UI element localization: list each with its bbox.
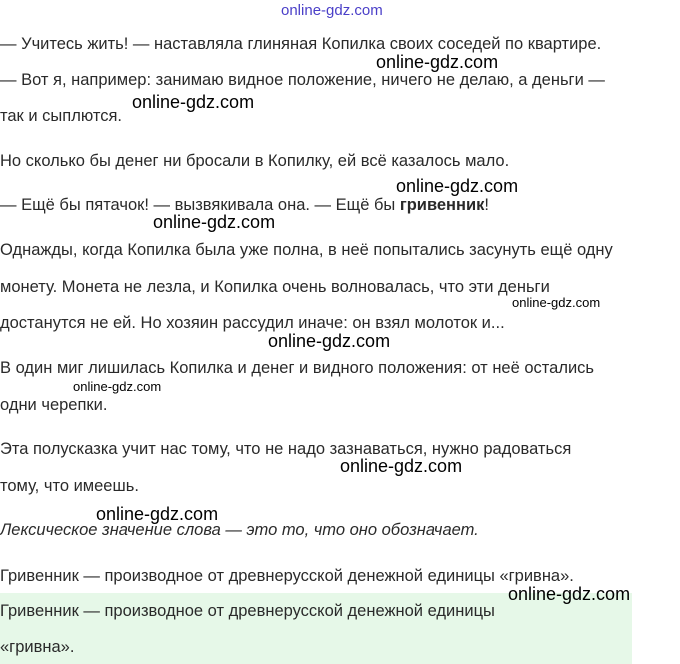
watermark: online-gdz.com (96, 504, 219, 524)
watermark: online-gdz.com (73, 379, 162, 394)
story-line-3: так и сыплются. (0, 107, 122, 125)
story-line-4: Но сколько бы денег ни бросали в Копилку, ей всё казалось мало. (0, 152, 510, 170)
moral-line-2: тому, что имеешь. (0, 477, 139, 495)
story-line-7: монету. Монета не лезла, и Копилка очень волновалась, что эти деньги (0, 278, 550, 296)
definition-line: Лексическое значение слова — это то, что оно обозначает. (0, 521, 479, 539)
story-line-10: одни черепки. (0, 396, 108, 414)
watermark-top: online-gdz.com (281, 2, 383, 19)
story-line-5-text: — Ещё бы пятачок! — вызвякивала она. — Ещё бы (0, 196, 400, 214)
story-line-6: Однажды, когда Копилка была уже полна, в неё попытались засунуть ещё одну (0, 241, 613, 259)
watermark: online-gdz.com (153, 212, 276, 232)
watermark: online-gdz.com (396, 176, 519, 196)
watermark: online-gdz.com (132, 92, 255, 112)
answer-plain-line: Гривенник — производное от древнерусской денежной единицы «гривна». (0, 567, 574, 585)
watermark: online-gdz.com (512, 295, 601, 310)
moral-line-1: Эта полусказка учит нас тому, что не надо зазнаваться, нужно радоваться (0, 440, 572, 458)
watermark: online-gdz.com (268, 331, 391, 351)
watermark: online-gdz.com (508, 584, 631, 604)
story-line-1: — Учитесь жить! — наставляла глиняная Копилка своих соседей по квартире. (0, 35, 602, 53)
watermark: online-gdz.com (376, 52, 499, 72)
watermark: online-gdz.com (340, 456, 463, 476)
story-line-2: — Вот я, например: занимаю видное положение, ничего не делаю, а деньги — (0, 71, 605, 89)
story-line-8: достанутся не ей. Но хозяин рассудил иначе: он взял молоток и... (0, 314, 505, 332)
story-line-5-end: ! (484, 196, 489, 214)
story-line-9: В один миг лишилась Копилка и денег и видного положения: от неё остались (0, 359, 595, 377)
bold-word-grivennik: гривенник (399, 196, 485, 214)
answer-highlight-line-1: Гривенник — производное от древнерусской денежной единицы (0, 602, 495, 620)
answer-highlight-line-2: «гривна». (0, 638, 75, 656)
